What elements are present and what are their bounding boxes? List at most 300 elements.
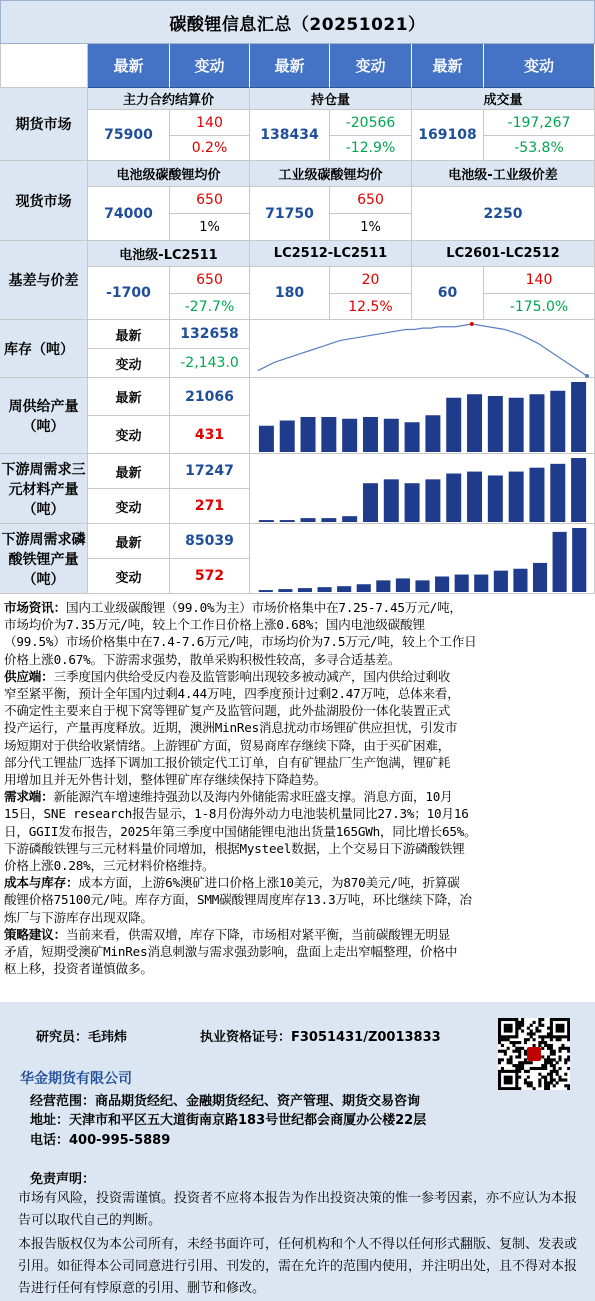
qr-module [544,1087,547,1090]
demand-paragraph [4,788,592,874]
business-scope: 经营范围：商品期货经纪、金融期货经纪、资产管理、期货交易咨询 [30,1094,421,1109]
bar [455,574,469,591]
qr-module [544,1064,547,1067]
qr-module [515,1018,518,1021]
qr-module [498,1035,501,1038]
bar [342,516,357,522]
supply-chart-cell [250,378,595,454]
qr-module [518,1027,521,1030]
qr-module [538,1018,541,1021]
qr-module [498,1078,501,1081]
qr-module [556,1035,559,1038]
qr-module [547,1058,550,1061]
inventory-line-chart [250,320,594,378]
qr-module [527,1070,530,1073]
qr-module [541,1024,544,1027]
qr-module [512,1035,515,1038]
text-line: 下游磷酸铁锂与三元材料量价同增加，根据Mysteel数据，上个交易日下游磷酸铁锂 [4,840,465,856]
text-line: 当前来看，供需双增，库存下降，市场相对紧平衡，当前碳酸锂无明显 [65,926,451,942]
qr-module [518,1087,521,1090]
bar [553,531,567,591]
qr-module [556,1073,559,1076]
qr-module [544,1078,547,1081]
text-line: 矛盾，短期受澳矿MinRes消息刺激与需求强劲影响，盘面上走出窄幅整理，价格中 [4,944,458,960]
qr-module [556,1030,559,1033]
qr-module [512,1044,515,1047]
qr-module [504,1030,507,1033]
qr-module [561,1078,564,1081]
qr-module [515,1024,518,1027]
qr-module [518,1041,521,1044]
qr-module [515,1087,518,1090]
qr-module [544,1076,547,1079]
qr-module [501,1018,504,1021]
license-number: 执业资格证号：F3051431/Z0013833 [200,1030,441,1045]
qr-module [538,1078,541,1081]
qr-module [535,1030,538,1033]
qr-module [498,1038,501,1041]
text-line: （99.5%）市场价格集中在7.4-7.6万元/吨，市场均价为7.5万元/吨，较上个工作日 [4,634,477,650]
header-corner [0,44,88,88]
qr-module [498,1041,501,1044]
qr-module [507,1081,510,1084]
qr-module [515,1035,518,1038]
qr-module [504,1024,507,1027]
bar [513,568,527,591]
qr-module [515,1050,518,1053]
bar [467,394,482,452]
qr-module [507,1078,510,1081]
bar [301,417,316,452]
qr-module [524,1041,527,1044]
strategy-paragraph [4,926,592,978]
qr-module [504,1038,507,1041]
qr-module [553,1084,556,1087]
text-line: 新能源汽车增速维持强劲以及海内外储能需求旺盛支撑。消息方面，10月 [53,789,453,805]
qr-module [530,1032,533,1035]
qr-module [510,1024,513,1027]
qr-module [507,1018,510,1021]
qr-module [510,1076,513,1079]
qr-module [524,1061,527,1064]
qr-code[interactable] [498,1018,570,1090]
qr-module [547,1032,550,1035]
spot-section-label: 现货市场 [0,161,88,241]
header-change-2: 变动 [330,44,412,88]
qr-module [558,1035,561,1038]
qr-module [553,1018,556,1021]
qr-module [541,1076,544,1079]
qr-module [541,1055,544,1058]
qr-module [527,1081,530,1084]
qr-module [550,1018,553,1021]
qr-module [547,1073,550,1076]
qr-module [530,1081,533,1084]
qr-module [515,1027,518,1030]
qr-module [512,1064,515,1067]
qr-module [558,1024,561,1027]
qr-module [541,1064,544,1067]
qr-module [515,1078,518,1081]
qr-module [501,1050,504,1053]
qr-module [538,1081,541,1084]
qr-module [533,1021,536,1024]
qr-module [567,1027,570,1030]
futures-volume-heading: 成交量 [412,88,595,110]
qr-module [515,1064,518,1067]
spot-industrial-value: 71750 [250,187,330,241]
bar [529,394,544,452]
qr-module [498,1061,501,1064]
qr-module [501,1087,504,1090]
spot-industrial-pct: 1% [330,214,412,241]
futures-oi-value: 138434 [250,110,330,161]
qr-module [533,1044,536,1047]
qr-module [515,1032,518,1035]
bar [405,483,420,522]
qr-module [498,1058,501,1061]
qr-module [530,1084,533,1087]
spot-spread-heading: 电池级-工业级价差 [412,161,595,187]
basis-2-change: 20 [330,267,412,294]
bar [425,479,440,522]
qr-module [561,1030,564,1033]
lfp-bar-chart [250,524,594,594]
bar [298,588,312,592]
spot-industrial-change: 650 [330,187,412,214]
qr-module [507,1058,510,1061]
qr-module [524,1038,527,1041]
qr-module [524,1078,527,1081]
qr-module [521,1047,524,1050]
basis-2-heading: LC2512-LC2511 [250,241,412,267]
cost-inventory-paragraph [4,874,592,926]
supply-paragraph [4,668,592,788]
qr-module [507,1087,510,1090]
ternary-change-value: 271 [170,489,250,524]
qr-module [507,1038,510,1041]
qr-module [564,1073,567,1076]
bar [446,397,461,451]
qr-module [521,1061,524,1064]
qr-module [558,1038,561,1041]
bar [280,520,295,522]
inventory-change-label: 变动 [88,349,170,378]
inventory-chart-cell [250,320,595,378]
qr-module [507,1061,510,1064]
qr-module [558,1047,561,1050]
qr-module [524,1053,527,1056]
lfp-change-label: 变动 [88,559,170,594]
qr-module [527,1061,530,1064]
basis-3-value: 60 [412,267,484,320]
qr-module [518,1070,521,1073]
qr-module [550,1032,553,1035]
qr-module [550,1030,553,1033]
qr-module [556,1061,559,1064]
qr-module [512,1050,515,1053]
qr-module [544,1041,547,1044]
qr-module [558,1076,561,1079]
bar [529,467,544,521]
market-news-paragraph [4,599,592,668]
qr-module [527,1038,530,1041]
qr-module [544,1044,547,1047]
qr-module [510,1061,513,1064]
supply-change-value: 431 [170,416,250,454]
qr-module [498,1084,501,1087]
text-line: 国内工业级碳酸锂（99.0%为主）市场价格集中在7.25-7.45万元/吨， [65,600,462,615]
qr-module [518,1047,521,1050]
qr-module [521,1030,524,1033]
qr-module [547,1061,550,1064]
text-line: 市场均价为7.35万元/吨，较上个工作日价格上涨0.68%；国内电池级碳酸锂 [4,617,425,633]
header-latest-1: 最新 [88,44,170,88]
futures-oi-change: -20566 [330,110,412,136]
qr-module [535,1067,538,1070]
qr-module [544,1035,547,1038]
futures-volume-value: 169108 [412,110,484,161]
page-title: 碳酸锂信息汇总（20251021） [0,0,595,44]
qr-module [550,1078,553,1081]
bar [342,418,357,451]
qr-module [556,1038,559,1041]
qr-module [567,1038,570,1041]
qr-module [501,1070,504,1073]
header-change-1: 变动 [170,44,250,88]
qr-module [530,1024,533,1027]
qr-module [547,1087,550,1090]
lfp-latest-label: 最新 [88,524,170,559]
qr-module [558,1018,561,1021]
qr-module [550,1076,553,1079]
bar [278,589,292,592]
qr-module [567,1084,570,1087]
futures-section-label: 期货市场 [0,88,88,161]
qr-module [504,1087,507,1090]
bar [396,578,410,592]
qr-module [550,1024,553,1027]
qr-module [518,1064,521,1067]
qr-module [498,1050,501,1053]
qr-module [567,1050,570,1053]
qr-module [538,1035,541,1038]
qr-module [504,1053,507,1056]
basis-3-heading: LC2601-LC2512 [412,241,595,267]
text-line: 窄至紧平衡，预计全年国内过剩4.44万吨，四季度预计过剩2.47万吨，总体来看， [4,686,460,702]
supply-latest-label: 最新 [88,378,170,416]
qr-module [501,1035,504,1038]
qr-module [553,1078,556,1081]
qr-module [567,1032,570,1035]
qr-module [504,1027,507,1030]
qr-module [518,1050,521,1053]
bar [259,520,274,522]
qr-module [518,1055,521,1058]
qr-module [553,1064,556,1067]
qr-module [550,1047,553,1050]
qr-module [564,1078,567,1081]
qr-module [538,1024,541,1027]
qr-module [550,1081,553,1084]
qr-module [538,1021,541,1024]
futures-settle-heading: 主力合约结算价 [88,88,250,110]
bar [280,420,295,452]
bar [415,580,429,592]
qr-module [524,1050,527,1053]
qr-module [498,1081,501,1084]
bar [571,458,586,522]
qr-module [504,1076,507,1079]
qr-module [550,1073,553,1076]
lfp-change-value: 572 [170,559,250,594]
inventory-line [258,324,587,376]
qr-module [535,1027,538,1030]
lfp-section-label: 下游周需求磷酸铁锂产量（吨） [0,524,88,594]
qr-module [564,1035,567,1038]
qr-module [547,1027,550,1030]
qr-module [501,1044,504,1047]
qr-module [507,1047,510,1050]
qr-module [504,1070,507,1073]
qr-module [518,1076,521,1079]
bar [474,574,488,591]
basis-2-pct: 12.5% [330,294,412,320]
bar [550,463,565,521]
qr-module [544,1081,547,1084]
qr-module [567,1030,570,1033]
spot-industrial-heading: 工业级碳酸锂均价 [250,161,412,187]
qr-module [518,1024,521,1027]
qr-module [564,1058,567,1061]
basis-3-change: 140 [484,267,595,294]
futures-settle-change: 140 [170,110,250,136]
qr-module [510,1030,513,1033]
qr-module [510,1070,513,1073]
qr-module [515,1021,518,1024]
commentary [4,599,592,977]
text-line: 成本方面，上游6%澳矿进口价格上涨10美元，为870美元/吨，折算碳 [78,875,460,891]
bar [467,471,482,521]
lfp-chart-cell [250,524,595,594]
qr-module [550,1061,553,1064]
text-line: 用增加且并无外售计划，整体锂矿库存继续保持下降趋势。 [4,772,327,788]
qr-module [510,1078,513,1081]
qr-module [558,1027,561,1030]
qr-module [510,1018,513,1021]
qr-module [564,1061,567,1064]
qr-module [527,1084,530,1087]
qr-module [561,1024,564,1027]
qr-module [498,1070,501,1073]
bar [321,518,336,522]
qr-module [498,1076,501,1079]
company-phone: 电话：400-995-5889 [30,1133,171,1148]
qr-module [538,1067,541,1070]
qr-code-image [498,1018,570,1090]
bar [446,473,461,521]
qr-module [507,1035,510,1038]
qr-module [510,1081,513,1084]
qr-module [515,1081,518,1084]
bar [321,417,336,452]
qr-module [507,1076,510,1079]
qr-module [510,1058,513,1061]
bar [488,475,503,522]
qr-module [564,1018,567,1021]
researcher: 研究员：毛玮炜 [36,1030,128,1045]
qr-module [510,1035,513,1038]
bar [550,390,565,451]
qr-module [538,1084,541,1087]
bar [363,417,378,452]
qr-module [567,1035,570,1038]
bar [259,425,274,451]
qr-module [512,1070,515,1073]
qr-module [524,1058,527,1061]
qr-module [530,1035,533,1038]
qr-module [521,1064,524,1067]
disclaimer-title: 免责声明： [30,1172,96,1187]
bar [533,562,547,591]
qr-module [547,1055,550,1058]
bar [494,570,508,591]
inventory-latest-label: 最新 [88,320,170,349]
qr-module [550,1053,553,1056]
text-line: 投产运行，产量再度释放。近期，澳洲MinRes消息扰动市场锂矿供应担忧，引发市 [4,720,458,736]
qr-module [544,1067,547,1070]
bar [384,418,399,451]
bar [363,483,378,522]
supply-change-label: 变动 [88,416,170,454]
basis-section-label: 基差与价差 [0,241,88,320]
qr-module [556,1027,559,1030]
qr-module [561,1027,564,1030]
qr-module [567,1021,570,1024]
qr-module [521,1067,524,1070]
qr-module [533,1087,536,1090]
qr-module [541,1041,544,1044]
bar [259,590,273,592]
qr-module [556,1070,559,1073]
qr-module [518,1067,521,1070]
qr-module [515,1055,518,1058]
qr-module [533,1032,536,1035]
futures-settle-value: 75900 [88,110,170,161]
qr-module [518,1061,521,1064]
qr-module [547,1047,550,1050]
qr-module [541,1038,544,1041]
bar [571,382,586,452]
qr-module [567,1018,570,1021]
qr-module [561,1044,564,1047]
qr-module [498,1027,501,1030]
qr-logo [527,1047,541,1061]
text-line: 日，GGII发布报告，2025年第三季度中国储能锂电池出货量165GWh，同比增长65%。 [4,823,477,839]
qr-module [550,1035,553,1038]
qr-module [515,1047,518,1050]
qr-module [507,1070,510,1073]
text-line: 酸锂价格75100元/吨。库存方面，SMM碳酸锂周度库存13.3万吨，环比继续下降，冶 [4,892,472,908]
bar [435,576,449,592]
market-news-tag: 市场资讯： [4,600,66,615]
qr-module [550,1027,553,1030]
bar [405,422,420,452]
inventory-section-label: 库存（吨） [0,320,88,378]
qr-module [550,1038,553,1041]
qr-module [558,1030,561,1033]
bar [572,528,586,592]
